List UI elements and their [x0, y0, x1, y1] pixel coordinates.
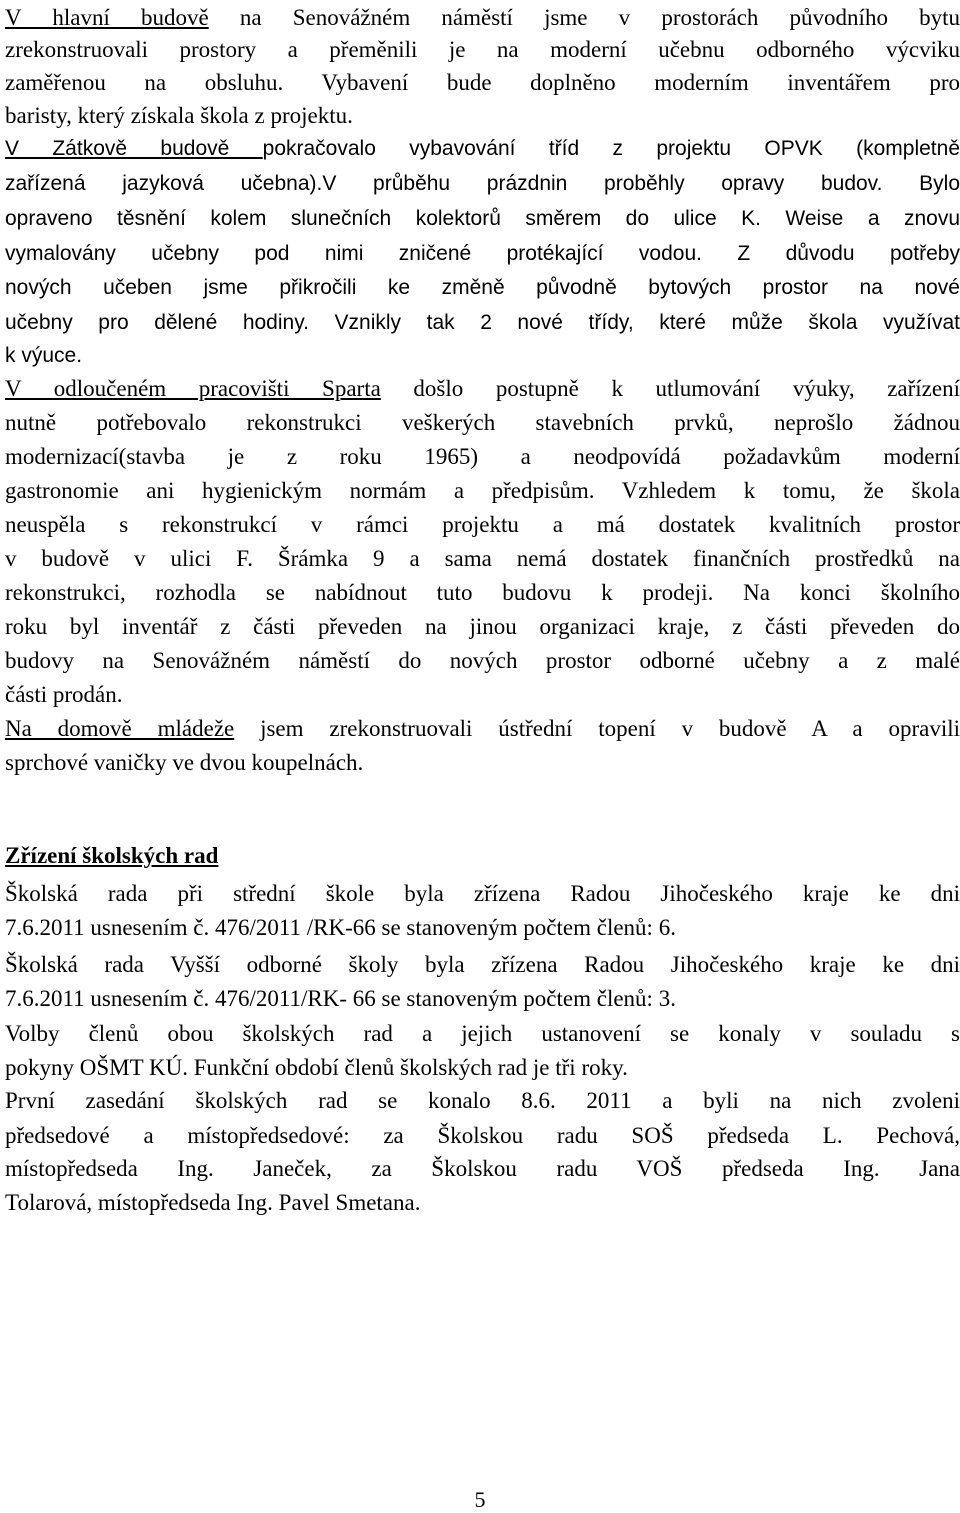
- text-line: Volby členů obou školských rad a jejich ustanovení se konaly v souladu s: [5, 1021, 960, 1046]
- underlined-place-name: V odloučeném pracovišti Sparta: [5, 376, 381, 401]
- underlined-place-name: V Zátkově budově: [5, 137, 263, 160]
- text-line: předsedové a místopředsedové: za Školskou radu SOŠ předseda L. Pechová,: [5, 1123, 960, 1148]
- document-page: [5, 0, 960, 1511]
- text-segment: došlo postupně k utlumování výuky, zařízení: [380, 376, 960, 401]
- text-line: nových učeben jsme přikročili ke změně původně bytových prostor na nové: [5, 276, 960, 299]
- text-line: 7.6.2011 usnesením č. 476/2011/RK- 66 se stanoveným počtem členů: 3.: [5, 986, 676, 1011]
- text-line: v budově v ulici F. Šrámka 9 a sama nemá dostatek finančních prostředků na: [5, 546, 960, 571]
- text-line: Školská rada Vyšší odborné školy byla zřízena Radou Jihočeského kraje ke dni: [5, 952, 960, 977]
- text-line: První zasedání školských rad se konalo 8.6. 2011 a byli na nich zvoleni: [5, 1088, 960, 1113]
- text-line: Školská rada při střední škole byla zřízena Radou Jihočeského kraje ke dni: [5, 881, 960, 906]
- text-line: 7.6.2011 usnesením č. 476/2011 /RK-66 se stanoveným počtem členů: 6.: [5, 915, 676, 940]
- text-segment: pokračovalo vybavování tříd z projektu OPVK (kompletně: [262, 137, 960, 160]
- text-line: [5, 371, 960, 407]
- text-line: modernizací(stavba je z roku 1965) a neodpovídá požadavkům moderní: [5, 444, 960, 469]
- text-line: opraveno těsnění kolem slunečních kolektorů směrem do ulice K. Weise a znovu: [5, 207, 960, 230]
- text-line: rekonstrukci, rozhodla se nabídnout tuto budovu k prodeji. Na konci školního: [5, 580, 960, 605]
- text-line: nutně potřebovalo rekonstrukci veškerých stavebních prvků, neprošlo žádnou: [5, 410, 960, 435]
- page-number: 5: [474, 1487, 486, 1512]
- underlined-place-name: V hlavní budově: [5, 5, 209, 30]
- underlined-place-name: Na domově mládeže: [5, 716, 235, 741]
- section-heading: Zřízení školských rad: [5, 843, 219, 868]
- text-line: baristy, který získala škola z projektu.: [5, 103, 353, 128]
- text-line: učebny pro dělené hodiny. Vznikly tak 2 nové třídy, které může škola využívat: [5, 311, 960, 334]
- text-segment: V průběhu prázdnin proběhly opravy budov. Bylo: [322, 172, 960, 195]
- text-segment: zařízená jazyková učebna).: [5, 172, 323, 195]
- text-segment: jsem zrekonstruovali ústřední topení v budově A a opravili: [234, 716, 960, 741]
- text-line: [5, 131, 960, 167]
- text-line: místopředseda Ing. Janeček, za Školskou radu VOŠ předseda Ing. Jana: [5, 1156, 960, 1181]
- text-line: pokyny OŠMT KÚ. Funkční období členů školských rad je tři roky.: [5, 1055, 628, 1080]
- text-line: k výuce.: [5, 344, 83, 367]
- text-line: zrekonstruovali prostory a přeměnili je na moderní učebnu odborného výcviku: [5, 37, 960, 62]
- text-line: neuspěla s rekonstrukcí v rámci projektu a má dostatek kvalitních prostor: [5, 512, 960, 537]
- text-line: [5, 711, 960, 747]
- text-line: [5, 166, 960, 202]
- text-segment: na Senovážném náměstí jsme v prostorách původního bytu: [208, 5, 960, 30]
- text-line: sprchové vaničky ve dvou koupelnách.: [5, 750, 364, 775]
- text-line: vymalovány učebny pod nimi zničené protékající vodou. Z důvodu potřeby: [5, 242, 960, 265]
- text-line: budovy na Senovážném náměstí do nových prostor odborné učebny a z malé: [5, 648, 960, 673]
- text-line: gastronomie ani hygienickým normám a předpisům. Vzhledem k tomu, že škola: [5, 478, 960, 503]
- text-line: [5, 0, 960, 36]
- text-line: Tolarová, místopředseda Ing. Pavel Smetana.: [5, 1190, 421, 1215]
- text-line: roku byl inventář z části převeden na jinou organizaci kraje, z části převeden do: [5, 614, 960, 639]
- text-line: části prodán.: [5, 682, 123, 707]
- text-line: zaměřenou na obsluhu. Vybavení bude doplněno moderním inventářem pro: [5, 70, 960, 95]
